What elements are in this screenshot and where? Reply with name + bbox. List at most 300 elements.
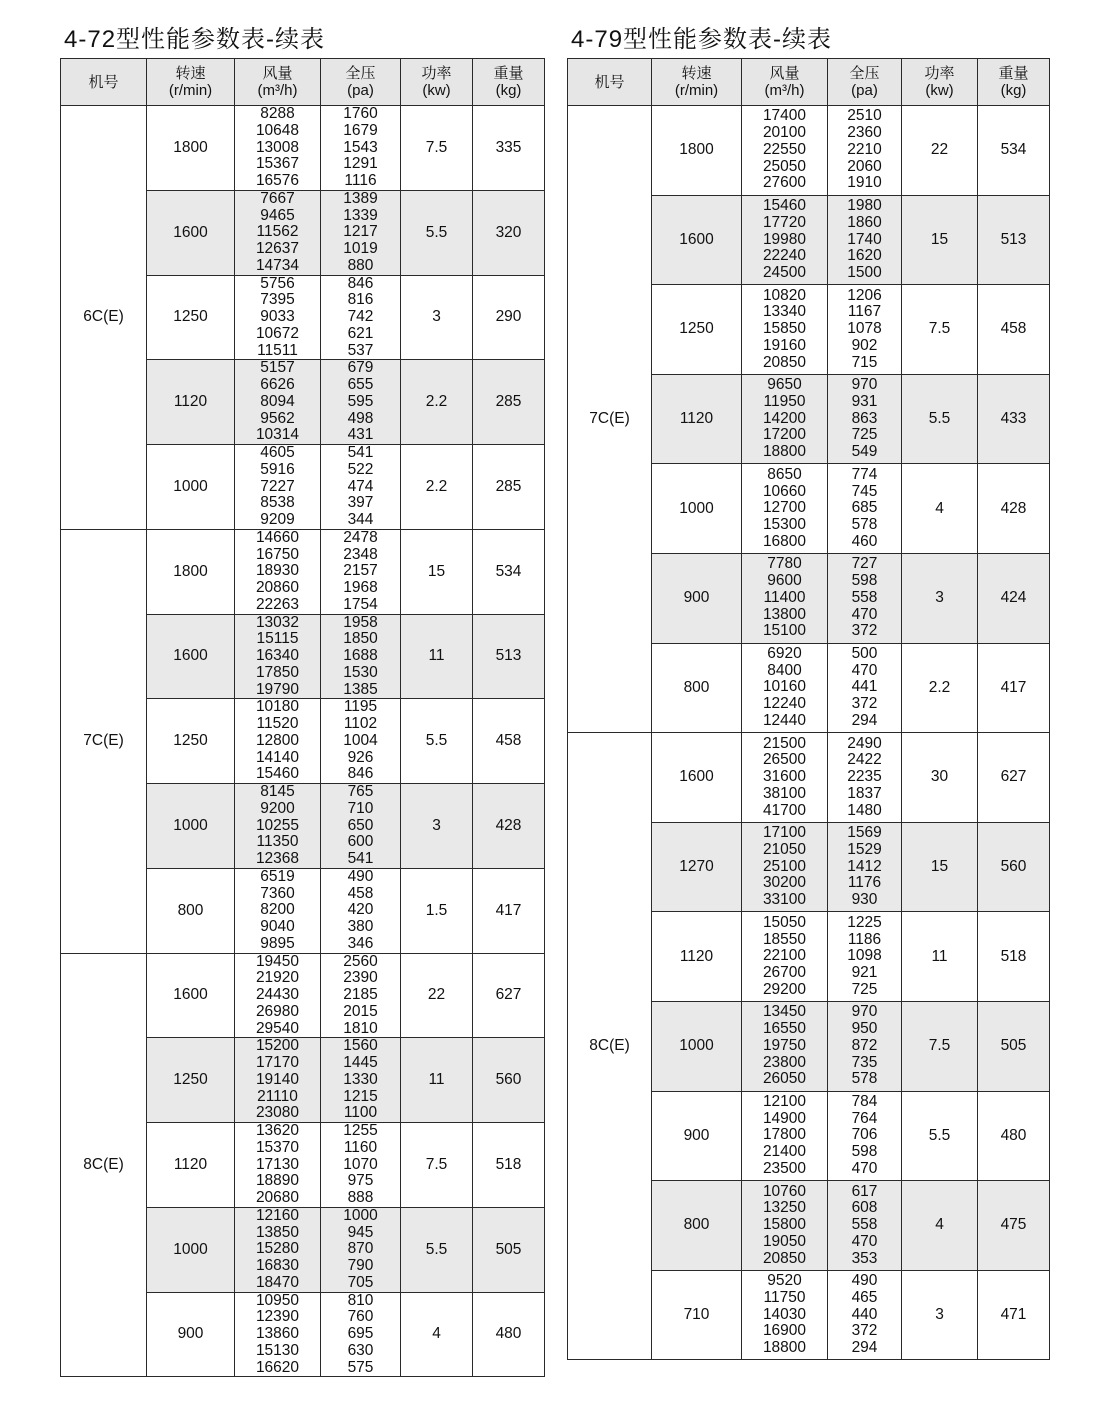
pressure-value: 706 [851, 1126, 878, 1144]
flow-value: 17130 [255, 1155, 300, 1173]
pressure-value: 1186 [847, 930, 882, 948]
pressure-cell [828, 464, 902, 554]
pressure-value: 441 [851, 678, 878, 696]
flow-value: 19050 [762, 1232, 807, 1250]
pressure-cell [321, 360, 401, 445]
flow-cell [235, 784, 321, 869]
flow-value: 27600 [762, 174, 807, 192]
flow-cell [235, 868, 321, 953]
pressure-value: 745 [851, 482, 878, 500]
speed-cell: 1800 [147, 106, 235, 191]
power-cell: 4 [902, 1181, 978, 1271]
flow-value: 12390 [255, 1308, 300, 1326]
flow-value: 22550 [762, 140, 807, 158]
power-cell: 2.2 [401, 360, 473, 445]
flow-cell [235, 529, 321, 614]
flow-value: 15800 [762, 1216, 807, 1234]
table-body [568, 106, 1050, 1360]
model-cell: 8C(E) [568, 733, 652, 1360]
pressure-cell [828, 912, 902, 1002]
speed-cell: 1600 [147, 953, 235, 1038]
pressure-value: 1910 [847, 174, 882, 192]
pressure-value: 549 [851, 443, 878, 461]
power-cell: 15 [902, 822, 978, 912]
pressure-value: 490 [347, 867, 374, 885]
power-cell: 3 [902, 553, 978, 643]
pressure-cell [321, 106, 401, 191]
flow-value: 17400 [762, 107, 807, 125]
power-cell: 4 [401, 1292, 473, 1377]
pressure-value: 1850 [343, 630, 378, 648]
flow-value: 5916 [260, 460, 295, 478]
pressure-cell [321, 1123, 401, 1208]
header-weight: 重量 (kg) [978, 59, 1050, 106]
speed-cell: 1800 [652, 106, 742, 196]
flow-value: 16620 [255, 1358, 300, 1376]
power-cell: 3 [401, 275, 473, 360]
speed-cell: 800 [147, 868, 235, 953]
flow-value: 18890 [255, 1172, 300, 1190]
weight-cell: 627 [978, 733, 1050, 823]
pressure-value: 1620 [847, 247, 882, 265]
flow-value: 8400 [767, 661, 802, 679]
pressure-value: 558 [851, 1216, 878, 1234]
pressure-value: 784 [851, 1092, 878, 1110]
flow-value: 8200 [260, 901, 295, 919]
header-row [61, 59, 545, 106]
header-power: 功率 (kw) [902, 59, 978, 106]
pressure-value: 1206 [847, 286, 882, 304]
flow-value: 26700 [762, 964, 807, 982]
flow-value: 9465 [260, 206, 295, 224]
flow-value: 12700 [762, 499, 807, 517]
table-row [61, 953, 545, 1038]
pressure-value: 650 [347, 816, 374, 834]
flow-value: 13032 [255, 613, 300, 631]
flow-value: 9033 [260, 308, 295, 325]
flow-value: 15100 [762, 622, 807, 640]
pressure-value: 458 [347, 884, 374, 902]
pressure-cell [828, 106, 902, 196]
pressure-value: 372 [851, 1322, 878, 1340]
flow-value: 20850 [762, 1249, 807, 1267]
pressure-value: 595 [347, 392, 374, 410]
power-cell: 5.5 [902, 374, 978, 464]
pressure-value: 1412 [847, 857, 882, 875]
flow-value: 15460 [762, 197, 807, 215]
pressure-value: 685 [851, 499, 878, 517]
flow-value: 23500 [762, 1159, 807, 1177]
pressure-cell [828, 1001, 902, 1091]
pressure-value: 1100 [343, 1104, 378, 1122]
pressure-cell [828, 1270, 902, 1360]
pressure-value: 2185 [343, 986, 378, 1003]
weight-cell: 320 [473, 190, 545, 275]
pressure-value: 372 [851, 695, 878, 713]
speed-cell: 1250 [147, 699, 235, 784]
table-row [568, 733, 1050, 823]
flow-value: 8650 [767, 465, 802, 483]
pressure-value: 578 [851, 516, 878, 534]
header-pressure: 全压 (pa) [828, 59, 902, 106]
weight-cell: 518 [978, 912, 1050, 1002]
pressure-value: 522 [347, 460, 374, 478]
flow-value: 9209 [260, 511, 295, 528]
power-cell: 30 [902, 733, 978, 823]
pressure-value: 1810 [343, 1019, 378, 1037]
pressure-value: 816 [347, 291, 374, 309]
pressure-value: 1679 [343, 121, 378, 139]
weight-cell: 424 [978, 553, 1050, 643]
flow-value: 7780 [767, 555, 802, 573]
flow-value: 10760 [762, 1182, 807, 1200]
pressure-value: 2060 [847, 157, 882, 175]
pressure-cell [828, 553, 902, 643]
pressure-value: 926 [347, 748, 374, 766]
power-cell: 11 [401, 1038, 473, 1123]
flow-value: 10160 [762, 678, 807, 696]
flow-value: 13450 [762, 1003, 807, 1021]
flow-value: 12160 [255, 1206, 300, 1224]
pressure-value: 598 [851, 572, 878, 590]
pressure-value: 1102 [343, 715, 378, 732]
flow-value: 8538 [260, 494, 295, 512]
flow-value: 18930 [255, 562, 300, 580]
pressure-value: 888 [347, 1189, 374, 1206]
pressure-value: 1860 [847, 213, 882, 231]
flow-value: 26980 [255, 1002, 300, 1020]
flow-value: 23800 [762, 1053, 807, 1071]
power-cell: 7.5 [902, 285, 978, 375]
pressure-value: 541 [347, 444, 374, 461]
weight-cell: 480 [473, 1292, 545, 1377]
pressure-value: 1160 [343, 1138, 378, 1156]
flow-value: 24500 [762, 264, 807, 282]
flow-cell [235, 190, 321, 275]
flow-value: 15280 [255, 1240, 300, 1258]
pressure-value: 1560 [343, 1037, 378, 1055]
pressure-value: 2015 [343, 1002, 378, 1020]
pressure-cell [828, 822, 902, 912]
pressure-value: 790 [347, 1257, 374, 1274]
flow-value: 12100 [762, 1092, 807, 1110]
flow-value: 22100 [762, 947, 807, 965]
pressure-value: 760 [347, 1308, 374, 1326]
flow-value: 15050 [762, 913, 807, 931]
performance-table-4-79 [567, 58, 1050, 1360]
pressure-cell [321, 868, 401, 953]
flow-cell [235, 360, 321, 445]
speed-cell: 1000 [652, 464, 742, 554]
flow-value: 14200 [762, 409, 807, 427]
pressure-value: 774 [851, 465, 878, 483]
speed-cell: 1120 [147, 1123, 235, 1208]
pressure-value: 598 [851, 1143, 878, 1161]
flow-cell [235, 1207, 321, 1292]
pressure-value: 1529 [847, 840, 882, 858]
pressure-value: 1070 [343, 1155, 378, 1173]
flow-value: 7227 [260, 477, 295, 495]
table-title: 4-72型性能参数表-续表 [64, 26, 326, 53]
flow-value: 13008 [255, 138, 300, 156]
flow-value: 6626 [260, 376, 295, 393]
weight-cell: 513 [473, 614, 545, 699]
power-cell: 7.5 [401, 106, 473, 191]
pressure-value: 2390 [343, 969, 378, 987]
flow-value: 38100 [762, 784, 807, 802]
flow-value: 21500 [762, 734, 807, 752]
flow-value: 18470 [255, 1273, 300, 1291]
flow-value: 16800 [762, 532, 807, 550]
speed-cell: 1800 [147, 529, 235, 614]
flow-value: 5157 [260, 359, 295, 377]
pressure-value: 1980 [847, 197, 882, 215]
pressure-value: 2490 [847, 734, 882, 752]
flow-cell [235, 1123, 321, 1208]
pressure-value: 344 [347, 511, 374, 528]
flow-value: 15130 [255, 1341, 300, 1359]
weight-cell: 534 [473, 529, 545, 614]
flow-value: 14140 [255, 748, 300, 766]
weight-cell: 433 [978, 374, 1050, 464]
flow-value: 10314 [255, 426, 300, 444]
pressure-cell [321, 953, 401, 1038]
speed-cell: 710 [652, 1270, 742, 1360]
speed-cell: 1000 [147, 445, 235, 530]
speed-cell: 1120 [652, 374, 742, 464]
pressure-cell [828, 285, 902, 375]
pressure-value: 950 [851, 1020, 878, 1038]
pressure-value: 2157 [343, 562, 378, 580]
header-power: 功率 (kw) [401, 59, 473, 106]
flow-cell [742, 285, 828, 375]
table-row [61, 106, 545, 191]
power-cell: 2.2 [902, 643, 978, 733]
pressure-value: 1480 [847, 801, 882, 819]
weight-cell: 458 [473, 699, 545, 784]
header-model: 机号 [568, 59, 652, 106]
pressure-value: 1195 [343, 698, 378, 716]
flow-value: 17100 [762, 824, 807, 842]
flow-value: 24430 [255, 986, 300, 1003]
flow-value: 19980 [762, 230, 807, 248]
flow-value: 13620 [255, 1122, 300, 1139]
power-cell: 5.5 [401, 1207, 473, 1292]
pressure-value: 431 [347, 426, 374, 444]
pressure-value: 294 [851, 711, 878, 729]
speed-cell: 1270 [652, 822, 742, 912]
pressure-value: 1004 [343, 731, 378, 749]
pressure-value: 725 [851, 426, 878, 444]
pressure-value: 1176 [847, 874, 882, 892]
flow-cell [235, 953, 321, 1038]
pressure-cell [828, 1181, 902, 1271]
pressure-value: 465 [851, 1288, 878, 1306]
power-cell: 2.2 [401, 445, 473, 530]
table-body [61, 106, 545, 1377]
pressure-value: 727 [851, 555, 878, 573]
flow-value: 15370 [255, 1138, 300, 1156]
pressure-cell [321, 445, 401, 530]
flow-cell [235, 445, 321, 530]
flow-value: 21400 [762, 1143, 807, 1161]
flow-value: 13850 [255, 1223, 300, 1241]
pressure-value: 1255 [343, 1122, 378, 1139]
pressure-value: 715 [851, 353, 878, 371]
power-cell: 7.5 [902, 1001, 978, 1091]
flow-cell [235, 614, 321, 699]
flow-value: 7360 [260, 884, 295, 902]
pressure-value: 863 [851, 409, 878, 427]
speed-cell: 1600 [147, 190, 235, 275]
flow-value: 20100 [762, 124, 807, 142]
flow-value: 10180 [255, 698, 300, 716]
flow-value: 13340 [762, 303, 807, 321]
pressure-value: 608 [851, 1199, 878, 1217]
flow-value: 6920 [767, 644, 802, 662]
pressure-value: 2348 [343, 545, 378, 563]
table-title: 4-79型性能参数表-续表 [571, 26, 833, 53]
pressure-value: 1958 [343, 613, 378, 631]
speed-cell: 1120 [147, 360, 235, 445]
speed-cell: 1600 [652, 195, 742, 285]
pressure-value: 1225 [847, 913, 882, 931]
pressure-value: 470 [851, 1159, 878, 1177]
flow-value: 13860 [255, 1325, 300, 1342]
flow-value: 10820 [762, 286, 807, 304]
pressure-value: 1389 [343, 189, 378, 207]
weight-cell: 428 [978, 464, 1050, 554]
speed-cell: 1600 [147, 614, 235, 699]
model-cell: 7C(E) [568, 106, 652, 733]
flow-value: 9520 [767, 1272, 802, 1290]
speed-cell: 1250 [147, 1038, 235, 1123]
header-flow: 风量 (m³/h) [742, 59, 828, 106]
weight-cell: 560 [978, 822, 1050, 912]
speed-cell: 1000 [147, 784, 235, 869]
pressure-value: 930 [851, 891, 878, 909]
weight-cell: 518 [473, 1123, 545, 1208]
pressure-value: 1837 [847, 784, 882, 802]
weight-cell: 417 [978, 643, 1050, 733]
flow-cell [742, 195, 828, 285]
flow-cell [742, 733, 828, 823]
flow-value: 16750 [255, 545, 300, 563]
weight-cell: 505 [978, 1001, 1050, 1091]
flow-cell [235, 1038, 321, 1123]
pressure-value: 470 [851, 661, 878, 679]
flow-value: 26500 [762, 751, 807, 769]
header-speed: 转速 (r/min) [652, 59, 742, 106]
flow-value: 16340 [255, 647, 300, 664]
pressure-value: 1098 [847, 947, 882, 965]
flow-value: 29540 [255, 1019, 300, 1037]
pressure-value: 541 [347, 850, 374, 867]
flow-cell [742, 822, 828, 912]
header-pressure: 全压 (pa) [321, 59, 401, 106]
pressure-cell [321, 699, 401, 784]
pressure-value: 880 [347, 256, 374, 274]
pressure-value: 970 [851, 376, 878, 394]
pressure-value: 1078 [847, 320, 882, 338]
pressure-value: 420 [347, 901, 374, 919]
speed-cell: 1250 [652, 285, 742, 375]
pressure-value: 2360 [847, 124, 882, 142]
weight-cell: 458 [978, 285, 1050, 375]
flow-value: 17850 [255, 663, 300, 681]
pressure-cell [828, 643, 902, 733]
pressure-value: 600 [347, 833, 374, 851]
pressure-value: 1530 [343, 663, 378, 681]
weight-cell: 285 [473, 445, 545, 530]
speed-cell: 1000 [147, 1207, 235, 1292]
weight-cell: 285 [473, 360, 545, 445]
power-cell: 22 [401, 953, 473, 1038]
flow-value: 22263 [255, 595, 300, 613]
flow-value: 30200 [762, 874, 807, 892]
flow-value: 11350 [256, 833, 299, 851]
speed-cell: 1250 [147, 275, 235, 360]
pressure-value: 945 [347, 1223, 374, 1241]
flow-value: 11511 [257, 341, 298, 359]
weight-cell: 513 [978, 195, 1050, 285]
flow-value: 14734 [255, 256, 300, 274]
pressure-value: 1500 [847, 264, 882, 282]
flow-value: 20860 [255, 579, 300, 596]
pressure-value: 1330 [343, 1070, 378, 1088]
pressure-value: 1760 [343, 105, 378, 122]
flow-value: 15200 [255, 1037, 300, 1055]
pressure-value: 921 [851, 964, 878, 982]
flow-cell [742, 912, 828, 1002]
flow-value: 19160 [762, 336, 807, 354]
flow-value: 8094 [260, 392, 295, 410]
pressure-value: 2235 [847, 768, 882, 786]
pressure-value: 617 [851, 1182, 878, 1200]
flow-value: 15850 [762, 320, 807, 338]
flow-value: 16576 [255, 172, 300, 189]
flow-value: 10672 [255, 324, 300, 342]
flow-value: 9040 [260, 918, 295, 935]
pressure-value: 902 [851, 336, 878, 354]
flow-value: 8145 [260, 783, 295, 800]
power-cell: 3 [902, 1270, 978, 1360]
power-cell: 15 [401, 529, 473, 614]
flow-value: 5756 [260, 274, 295, 292]
pressure-cell [321, 529, 401, 614]
weight-cell: 335 [473, 106, 545, 191]
power-cell: 7.5 [401, 1123, 473, 1208]
pressure-value: 380 [347, 918, 374, 935]
flow-value: 19140 [255, 1070, 300, 1088]
flow-value: 12440 [762, 711, 807, 729]
speed-cell: 900 [652, 1091, 742, 1181]
flow-cell [742, 374, 828, 464]
flow-value: 9895 [260, 934, 295, 952]
flow-value: 41700 [762, 801, 807, 819]
pressure-value: 1688 [343, 647, 378, 664]
flow-value: 26050 [762, 1070, 807, 1088]
power-cell: 1.5 [401, 868, 473, 953]
flow-value: 21110 [257, 1087, 298, 1105]
weight-cell: 560 [473, 1038, 545, 1123]
flow-value: 23080 [255, 1104, 300, 1122]
flow-value: 20680 [255, 1189, 300, 1206]
header-weight: 重量 (kg) [473, 59, 545, 106]
flow-value: 12800 [255, 731, 300, 749]
flow-cell [235, 275, 321, 360]
flow-value: 13800 [762, 605, 807, 623]
